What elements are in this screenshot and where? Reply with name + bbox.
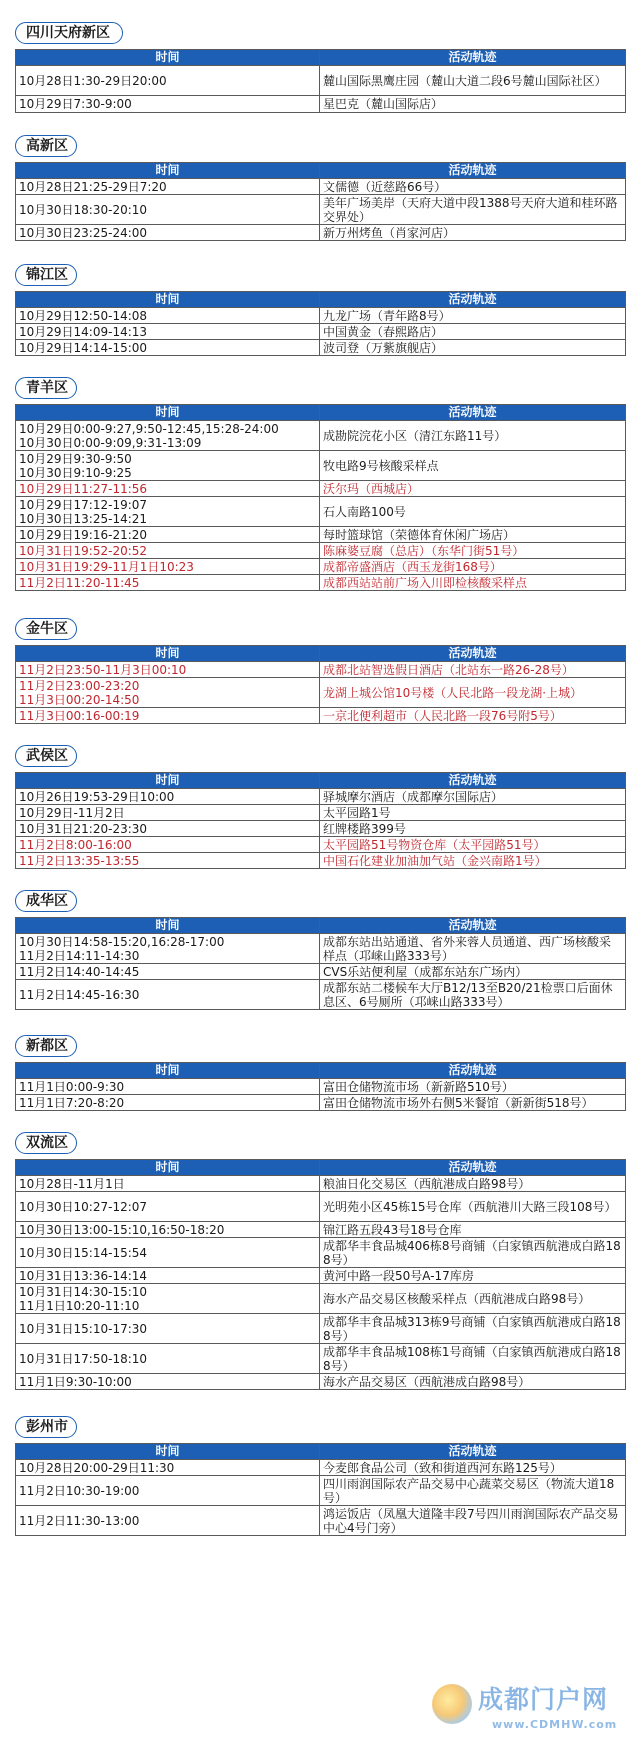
location-cell: 成都北站智选假日酒店（北站东一路26-28号）	[320, 662, 626, 678]
table-row	[16, 179, 626, 195]
location-cell: 光明苑小区45栋15号仓库（西航港川大路三段108号）	[320, 1192, 626, 1222]
district-name-tag: 四川天府新区	[15, 22, 123, 44]
table-row	[16, 1284, 626, 1314]
location-cell: 成都东站出站通道、省外来蓉人员通道、西广场核酸采样点（邛崃山路333号）	[320, 934, 626, 964]
location-column-header: 活动轨迹	[320, 163, 626, 179]
table-row	[16, 1176, 626, 1192]
time-cell: 11月2日11:20-11:45	[16, 575, 320, 591]
district-name-tag: 彭州市	[15, 1416, 77, 1438]
location-cell: 太平园路51号物资仓库（太平园路51号）	[320, 837, 626, 853]
table-row	[16, 421, 626, 451]
location-column-header: 活动轨迹	[320, 292, 626, 308]
location-cell: 太平园路1号	[320, 805, 626, 821]
location-cell: 富田仓储物流市场（新新路510号）	[320, 1079, 626, 1095]
time-cell: 11月2日13:35-13:55	[16, 853, 320, 869]
table-row	[16, 708, 626, 724]
location-cell: 海水产品交易区（西航港成白路98号）	[320, 1374, 626, 1390]
time-column-header: 时间	[16, 1444, 320, 1460]
table-row	[16, 225, 626, 241]
table-row	[16, 195, 626, 225]
location-column-header: 活动轨迹	[320, 1444, 626, 1460]
location-column-header: 活动轨迹	[320, 1063, 626, 1079]
time-cell: 10月28日-11月1日	[16, 1176, 320, 1192]
time-cell: 11月2日11:30-13:00	[16, 1506, 320, 1536]
time-cell: 10月29日-11月2日	[16, 805, 320, 821]
table-row	[16, 575, 626, 591]
time-cell: 10月30日18:30-20:10	[16, 195, 320, 225]
location-cell: 中国石化建业加油加气站（金兴南路1号）	[320, 853, 626, 869]
time-cell: 10月30日14:58-15:20,16:28-17:00 11月2日14:11-14:30	[16, 934, 320, 964]
table-row	[16, 1079, 626, 1095]
time-column-header: 时间	[16, 1160, 320, 1176]
location-column-header: 活动轨迹	[320, 405, 626, 421]
location-cell: 文儒德（近慈路66号）	[320, 179, 626, 195]
time-cell: 10月31日21:20-23:30	[16, 821, 320, 837]
district-name-tag: 成华区	[15, 890, 77, 912]
time-cell: 11月1日9:30-10:00	[16, 1374, 320, 1390]
time-column-header: 时间	[16, 773, 320, 789]
location-cell: 牧电路9号核酸采样点	[320, 451, 626, 481]
location-cell: 美年广场美岸（天府大道中段1388号天府大道和桂环路交界处）	[320, 195, 626, 225]
table-header-row	[16, 292, 626, 308]
time-cell: 10月29日14:09-14:13	[16, 324, 320, 340]
table-row	[16, 1374, 626, 1390]
location-cell: 今麦郎食品公司（致和街道西河东路125号）	[320, 1460, 626, 1476]
location-cell: 成都帝盛酒店（西玉龙街168号）	[320, 559, 626, 575]
time-cell: 10月31日19:52-20:52	[16, 543, 320, 559]
time-cell: 10月30日15:14-15:54	[16, 1238, 320, 1268]
time-cell: 11月3日00:16-00:19	[16, 708, 320, 724]
location-cell: 新万州烤鱼（肖家河店）	[320, 225, 626, 241]
time-cell: 10月31日13:36-14:14	[16, 1268, 320, 1284]
location-column-header: 活动轨迹	[320, 50, 626, 66]
table-row	[16, 1192, 626, 1222]
location-column-header: 活动轨迹	[320, 1160, 626, 1176]
location-cell: 一京北便利超市（人民北路一段76号附5号）	[320, 708, 626, 724]
table-row	[16, 66, 626, 96]
table-row	[16, 308, 626, 324]
track-table	[15, 772, 626, 869]
track-table	[15, 1443, 626, 1536]
table-row	[16, 527, 626, 543]
time-column-header: 时间	[16, 50, 320, 66]
location-cell: 红牌楼路399号	[320, 821, 626, 837]
district-name-tag: 金牛区	[15, 618, 77, 640]
location-column-header: 活动轨迹	[320, 646, 626, 662]
table-row	[16, 1095, 626, 1111]
table-row	[16, 1344, 626, 1374]
track-table	[15, 49, 626, 113]
location-cell: 陈麻婆豆腐（总店）（东华门街51号）	[320, 543, 626, 559]
table-row	[16, 821, 626, 837]
location-cell: 九龙广场（青年路8号）	[320, 308, 626, 324]
site-watermark	[432, 1678, 622, 1748]
location-cell: 富田仓储物流市场外右侧5米餐馆（新新街518号）	[320, 1095, 626, 1111]
table-row	[16, 1238, 626, 1268]
time-cell: 10月31日14:30-15:10 11月1日10:20-11:10	[16, 1284, 320, 1314]
table-row	[16, 853, 626, 869]
watermark-url: www.CDMHW.com	[492, 1718, 618, 1731]
time-cell: 10月31日17:50-18:10	[16, 1344, 320, 1374]
time-cell: 11月2日23:50-11月3日00:10	[16, 662, 320, 678]
time-cell: 10月29日17:12-19:07 10月30日13:25-14:21	[16, 497, 320, 527]
time-column-header: 时间	[16, 646, 320, 662]
table-row	[16, 678, 626, 708]
time-cell: 10月30日23:25-24:00	[16, 225, 320, 241]
time-column-header: 时间	[16, 163, 320, 179]
location-cell: 成勘院浣花小区（清江东路11号）	[320, 421, 626, 451]
time-cell: 10月29日19:16-21:20	[16, 527, 320, 543]
time-column-header: 时间	[16, 292, 320, 308]
location-cell: 沃尔玛（西城店）	[320, 481, 626, 497]
location-cell: 麓山国际黑鹰庄园（麓山大道二段6号麓山国际社区）	[320, 66, 626, 96]
table-row	[16, 805, 626, 821]
table-header-row	[16, 1160, 626, 1176]
time-cell: 11月2日14:40-14:45	[16, 964, 320, 980]
location-cell: 黄河中路一段50号A-17库房	[320, 1268, 626, 1284]
time-cell: 10月31日15:10-17:30	[16, 1314, 320, 1344]
time-cell: 11月2日23:00-23:20 11月3日00:20-14:50	[16, 678, 320, 708]
location-cell: 成都华丰食品城406栋8号商铺（白家镇西航港成白路188号）	[320, 1238, 626, 1268]
time-cell: 11月2日14:45-16:30	[16, 980, 320, 1010]
time-cell: 10月26日19:53-29日10:00	[16, 789, 320, 805]
track-table	[15, 645, 626, 724]
district-name-tag: 武侯区	[15, 745, 77, 767]
time-cell: 10月30日10:27-12:07	[16, 1192, 320, 1222]
time-cell: 10月29日0:00-9:27,9:50-12:45,15:28-24:00 10月30日0:00-9:09,9:31-13:09	[16, 421, 320, 451]
table-header-row	[16, 646, 626, 662]
table-row	[16, 1268, 626, 1284]
time-column-header: 时间	[16, 918, 320, 934]
location-cell: 波司登（万紫旗舰店）	[320, 340, 626, 356]
track-table	[15, 162, 626, 241]
track-table	[15, 1062, 626, 1111]
table-row	[16, 340, 626, 356]
table-row	[16, 789, 626, 805]
table-row	[16, 1222, 626, 1238]
table-row	[16, 1314, 626, 1344]
location-cell: 成都东站二楼候车大厅B12/13至B20/21检票口后面休息区、6号厕所（邛崃山路333号）	[320, 980, 626, 1010]
location-cell: 成都华丰食品城313栋9号商铺（白家镇西航港成白路188号）	[320, 1314, 626, 1344]
time-column-header: 时间	[16, 1063, 320, 1079]
time-cell: 10月30日13:00-15:10,16:50-18:20	[16, 1222, 320, 1238]
table-header-row	[16, 405, 626, 421]
table-row	[16, 559, 626, 575]
district-name-tag: 高新区	[15, 135, 77, 157]
location-cell: 石人南路100号	[320, 497, 626, 527]
time-cell: 11月1日7:20-8:20	[16, 1095, 320, 1111]
table-row	[16, 481, 626, 497]
time-cell: 11月1日0:00-9:30	[16, 1079, 320, 1095]
table-row	[16, 451, 626, 481]
table-header-row	[16, 1444, 626, 1460]
table-row	[16, 96, 626, 113]
table-row	[16, 1476, 626, 1506]
time-cell: 10月29日12:50-14:08	[16, 308, 320, 324]
table-row	[16, 1506, 626, 1536]
table-row	[16, 543, 626, 559]
time-cell: 10月29日7:30-9:00	[16, 96, 320, 113]
track-table	[15, 404, 626, 591]
table-row	[16, 934, 626, 964]
table-row	[16, 837, 626, 853]
location-cell: CVS乐站便利屋（成都东站东广场内）	[320, 964, 626, 980]
location-cell: 成都华丰食品城108栋1号商铺（白家镇西航港成白路188号）	[320, 1344, 626, 1374]
table-header-row	[16, 50, 626, 66]
location-column-header: 活动轨迹	[320, 773, 626, 789]
table-row	[16, 662, 626, 678]
table-header-row	[16, 163, 626, 179]
table-row	[16, 980, 626, 1010]
location-cell: 中国黄金（春熙路店）	[320, 324, 626, 340]
location-cell: 粮油日化交易区（西航港成白路98号）	[320, 1176, 626, 1192]
site-logo-icon	[432, 1684, 472, 1724]
track-table	[15, 917, 626, 1010]
location-cell: 四川雨润国际农产品交易中心蔬菜交易区（物流大道18号）	[320, 1476, 626, 1506]
time-column-header: 时间	[16, 405, 320, 421]
time-cell: 10月29日9:30-9:50 10月30日9:10-9:25	[16, 451, 320, 481]
location-cell: 龙湖上城公馆10号楼（人民北路一段龙湖·上城）	[320, 678, 626, 708]
location-cell: 驿城摩尔酒店（成都摩尔国际店）	[320, 789, 626, 805]
table-header-row	[16, 918, 626, 934]
table-header-row	[16, 773, 626, 789]
district-name-tag: 青羊区	[15, 377, 77, 399]
location-cell: 每时篮球馆（荣德体育休闲广场店）	[320, 527, 626, 543]
time-cell: 10月28日21:25-29日7:20	[16, 179, 320, 195]
district-name-tag: 双流区	[15, 1132, 77, 1154]
watermark-title: 成都门户网	[478, 1685, 609, 1714]
time-cell: 10月31日19:29-11月1日10:23	[16, 559, 320, 575]
location-cell: 海水产品交易区核酸采样点（西航港成白路98号）	[320, 1284, 626, 1314]
table-row	[16, 1460, 626, 1476]
time-cell: 10月29日14:14-15:00	[16, 340, 320, 356]
track-table	[15, 1159, 626, 1390]
location-cell: 鸿运饭店（凤凰大道隆丰段7号四川雨润国际农产品交易中心4号门旁）	[320, 1506, 626, 1536]
time-cell: 10月28日20:00-29日11:30	[16, 1460, 320, 1476]
table-row	[16, 964, 626, 980]
district-name-tag: 锦江区	[15, 264, 77, 286]
time-cell: 10月28日1:30-29日20:00	[16, 66, 320, 96]
district-name-tag: 新都区	[15, 1035, 77, 1057]
location-cell: 成都西站站前广场入川即检核酸采样点	[320, 575, 626, 591]
table-row	[16, 324, 626, 340]
location-cell: 星巴克（麓山国际店）	[320, 96, 626, 113]
time-cell: 11月2日8:00-16:00	[16, 837, 320, 853]
location-cell: 锦江路五段43号18号仓库	[320, 1222, 626, 1238]
table-row	[16, 497, 626, 527]
time-cell: 10月29日11:27-11:56	[16, 481, 320, 497]
track-table	[15, 291, 626, 356]
table-header-row	[16, 1063, 626, 1079]
time-cell: 11月2日10:30-19:00	[16, 1476, 320, 1506]
location-column-header: 活动轨迹	[320, 918, 626, 934]
